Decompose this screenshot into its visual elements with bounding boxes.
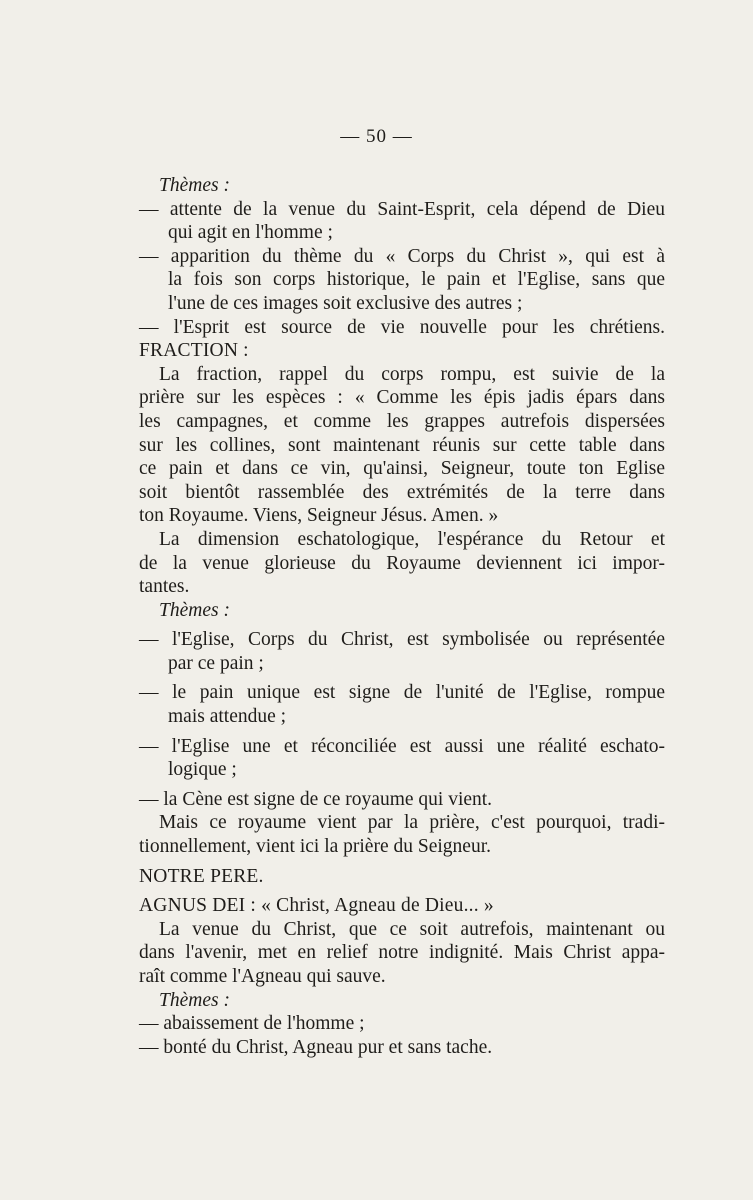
text-line: l'une de ces images soit exclusive des autres ; (168, 292, 523, 314)
text-line: — l'Esprit est source de vie nouvelle pour les chrétiens. (139, 316, 665, 338)
text-line: soit bientôt rassemblée des extrémités de la terre dans (139, 481, 665, 503)
text-line: par ce pain ; (168, 652, 264, 674)
text-line: Mais ce royaume vient par la prière, c'est pourquoi, tradi- (159, 812, 665, 834)
text-line: qui agit en l'homme ; (168, 222, 333, 244)
text-line: — bonté du Christ, Agneau pur et sans tache. (139, 1036, 493, 1058)
text-column (139, 174, 665, 1059)
text-line: dans l'avenir, met en relief notre indignité. Mais Christ appa- (139, 942, 665, 964)
text-line: — attente de la venue du Saint-Esprit, cela dépend de Dieu (139, 198, 665, 220)
text-line: — la Cène est signe de ce royaume qui vient. (139, 788, 493, 810)
text-line: FRACTION : (139, 340, 249, 362)
text-line: NOTRE PERE. (139, 865, 264, 887)
text-line: sur les collines, sont maintenant réunis sur cette table dans (139, 434, 665, 456)
text-line: ce pain et dans ce vin, qu'ainsi, Seigneur, toute ton Eglise (139, 458, 665, 480)
text-line: AGNUS DEI : « Christ, Agneau de Dieu... » (139, 895, 494, 917)
text-line: La venue du Christ, que ce soit autrefois, maintenant ou (159, 918, 665, 940)
text-line: La fraction, rappel du corps rompu, est suivie de la (159, 363, 665, 385)
text-line: raît comme l'Agneau qui sauve. (139, 966, 386, 987)
text-line: — apparition du thème du « Corps du Christ », qui est à (139, 245, 665, 267)
text-line: Thèmes : (159, 989, 230, 1011)
text-line: la fois son corps historique, le pain et l'Eglise, sans que (168, 269, 665, 291)
text-line: Thèmes : (159, 175, 230, 196)
text-line: les campagnes, et comme les grappes autrefois dispersées (139, 410, 665, 432)
text-line: prière sur les espèces : « Comme les épis jadis épars dans (139, 387, 665, 409)
text-line: tantes. (139, 576, 190, 598)
text-line: — l'Eglise une et réconciliée est aussi une réalité eschato- (139, 735, 665, 757)
text-line: tionnellement, vient ici la prière du Seigneur. (139, 836, 491, 858)
text-line: Thèmes : (159, 599, 230, 621)
text-line: — le pain unique est signe de l'unité de l'Eglise, rompue (139, 682, 665, 704)
text-line: mais attendue ; (168, 706, 287, 728)
text-line: — abaissement de l'homme ; (139, 1013, 365, 1035)
text-line: ton Royaume. Viens, Seigneur Jésus. Amen. » (139, 505, 499, 527)
page-number: — 50 — (340, 126, 413, 147)
text-line: La dimension eschatologique, l'espérance du Retour et (159, 528, 665, 550)
text-line: logique ; (168, 759, 237, 781)
text-line: de la venue glorieuse du Royaume deviennent ici impor- (139, 552, 665, 574)
text-line: — l'Eglise, Corps du Christ, est symbolisée ou représentée (139, 629, 665, 651)
